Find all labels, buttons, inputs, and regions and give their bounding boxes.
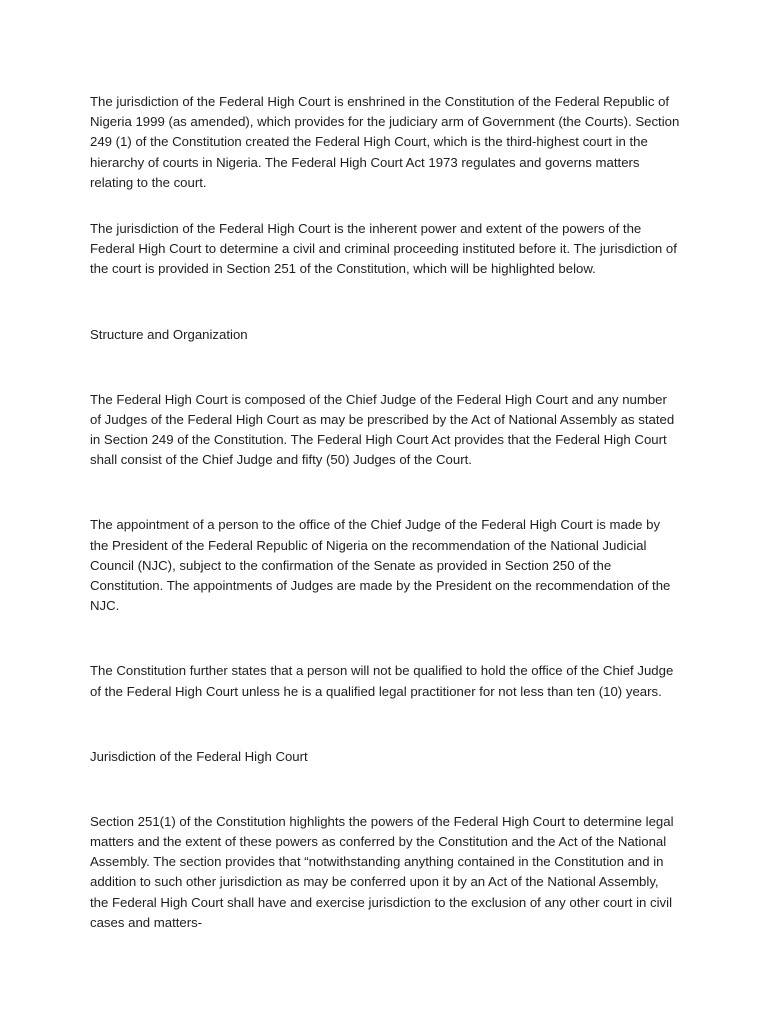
section-heading-jurisdiction: Jurisdiction of the Federal High Court (90, 748, 308, 764)
section-heading-structure: Structure and Organization (90, 326, 248, 342)
paragraph-jurisdiction-definition: The jurisdiction of the Federal High Court is the inherent power and extent of the powers of the Federal High Court to determine a civil and criminal proceeding instituted before it. The jurisdiction of the court is provided in Section 251 of the Constitution, which will be highlighted below. (90, 221, 677, 277)
paragraph-spacer (90, 280, 680, 325)
document-page (90, 92, 680, 933)
paragraph-section-251: Section 251(1) of the Constitution highlights the powers of the Federal High Court to determine legal matters and the extent of these powers as conferred by the Constitution and the Act of the National Assembly. The section provides that “notwithstanding anything contained in the Constitution and in addition to such other jurisdiction as may be conferred upon it by an Act of the National Assembly, the Federal High Court shall have and exercise jurisdiction to the exclusion of any other court in civil cases and matters- (90, 813, 674, 930)
paragraph-spacer (90, 767, 680, 812)
paragraph-spacer (90, 193, 680, 219)
paragraph-composition: The Federal High Court is composed of the Chief Judge of the Federal High Court and any number of Judges of the Federal High Court as may be prescribed by the Act of National Assembly as stated in Section 249 of the Constitution. The Federal High Court Act provides that the Federal High Court shall consist of the Chief Judge and fifty (50) Judges of the Court. (90, 391, 675, 468)
paragraph-appointment: The appointment of a person to the office of the Chief Judge of the Federal High Court is made by the President of the Federal Republic of Nigeria on the recommendation of the National Judicial Council (NJC), subject to the confirmation of the Senate as provided in Section 250 of the Constitution. The appointments of Judges are made by the President on the recommendation of the NJC. (90, 517, 671, 614)
paragraph-spacer (90, 345, 680, 390)
paragraph-spacer (90, 702, 680, 747)
paragraph-spacer (90, 616, 680, 661)
paragraph-intro: The jurisdiction of the Federal High Court is enshrined in the Constitution of the Federal Republic of Nigeria 1999 (as amended), which provides for the judiciary arm of Government (the Courts). Section 249 (1) of the Constitution created the Federal High Court, which is the third-highest court in the hierarchy of courts in Nigeria. The Federal High Court Act 1973 regulates and governs matters relating to the court. (90, 94, 680, 190)
paragraph-qualification: The Constitution further states that a person will not be qualified to hold the office of the Chief Judge of the Federal High Court unless he is a qualified legal practitioner for not less than ten (10) years. (90, 663, 674, 699)
paragraph-spacer (90, 470, 680, 515)
